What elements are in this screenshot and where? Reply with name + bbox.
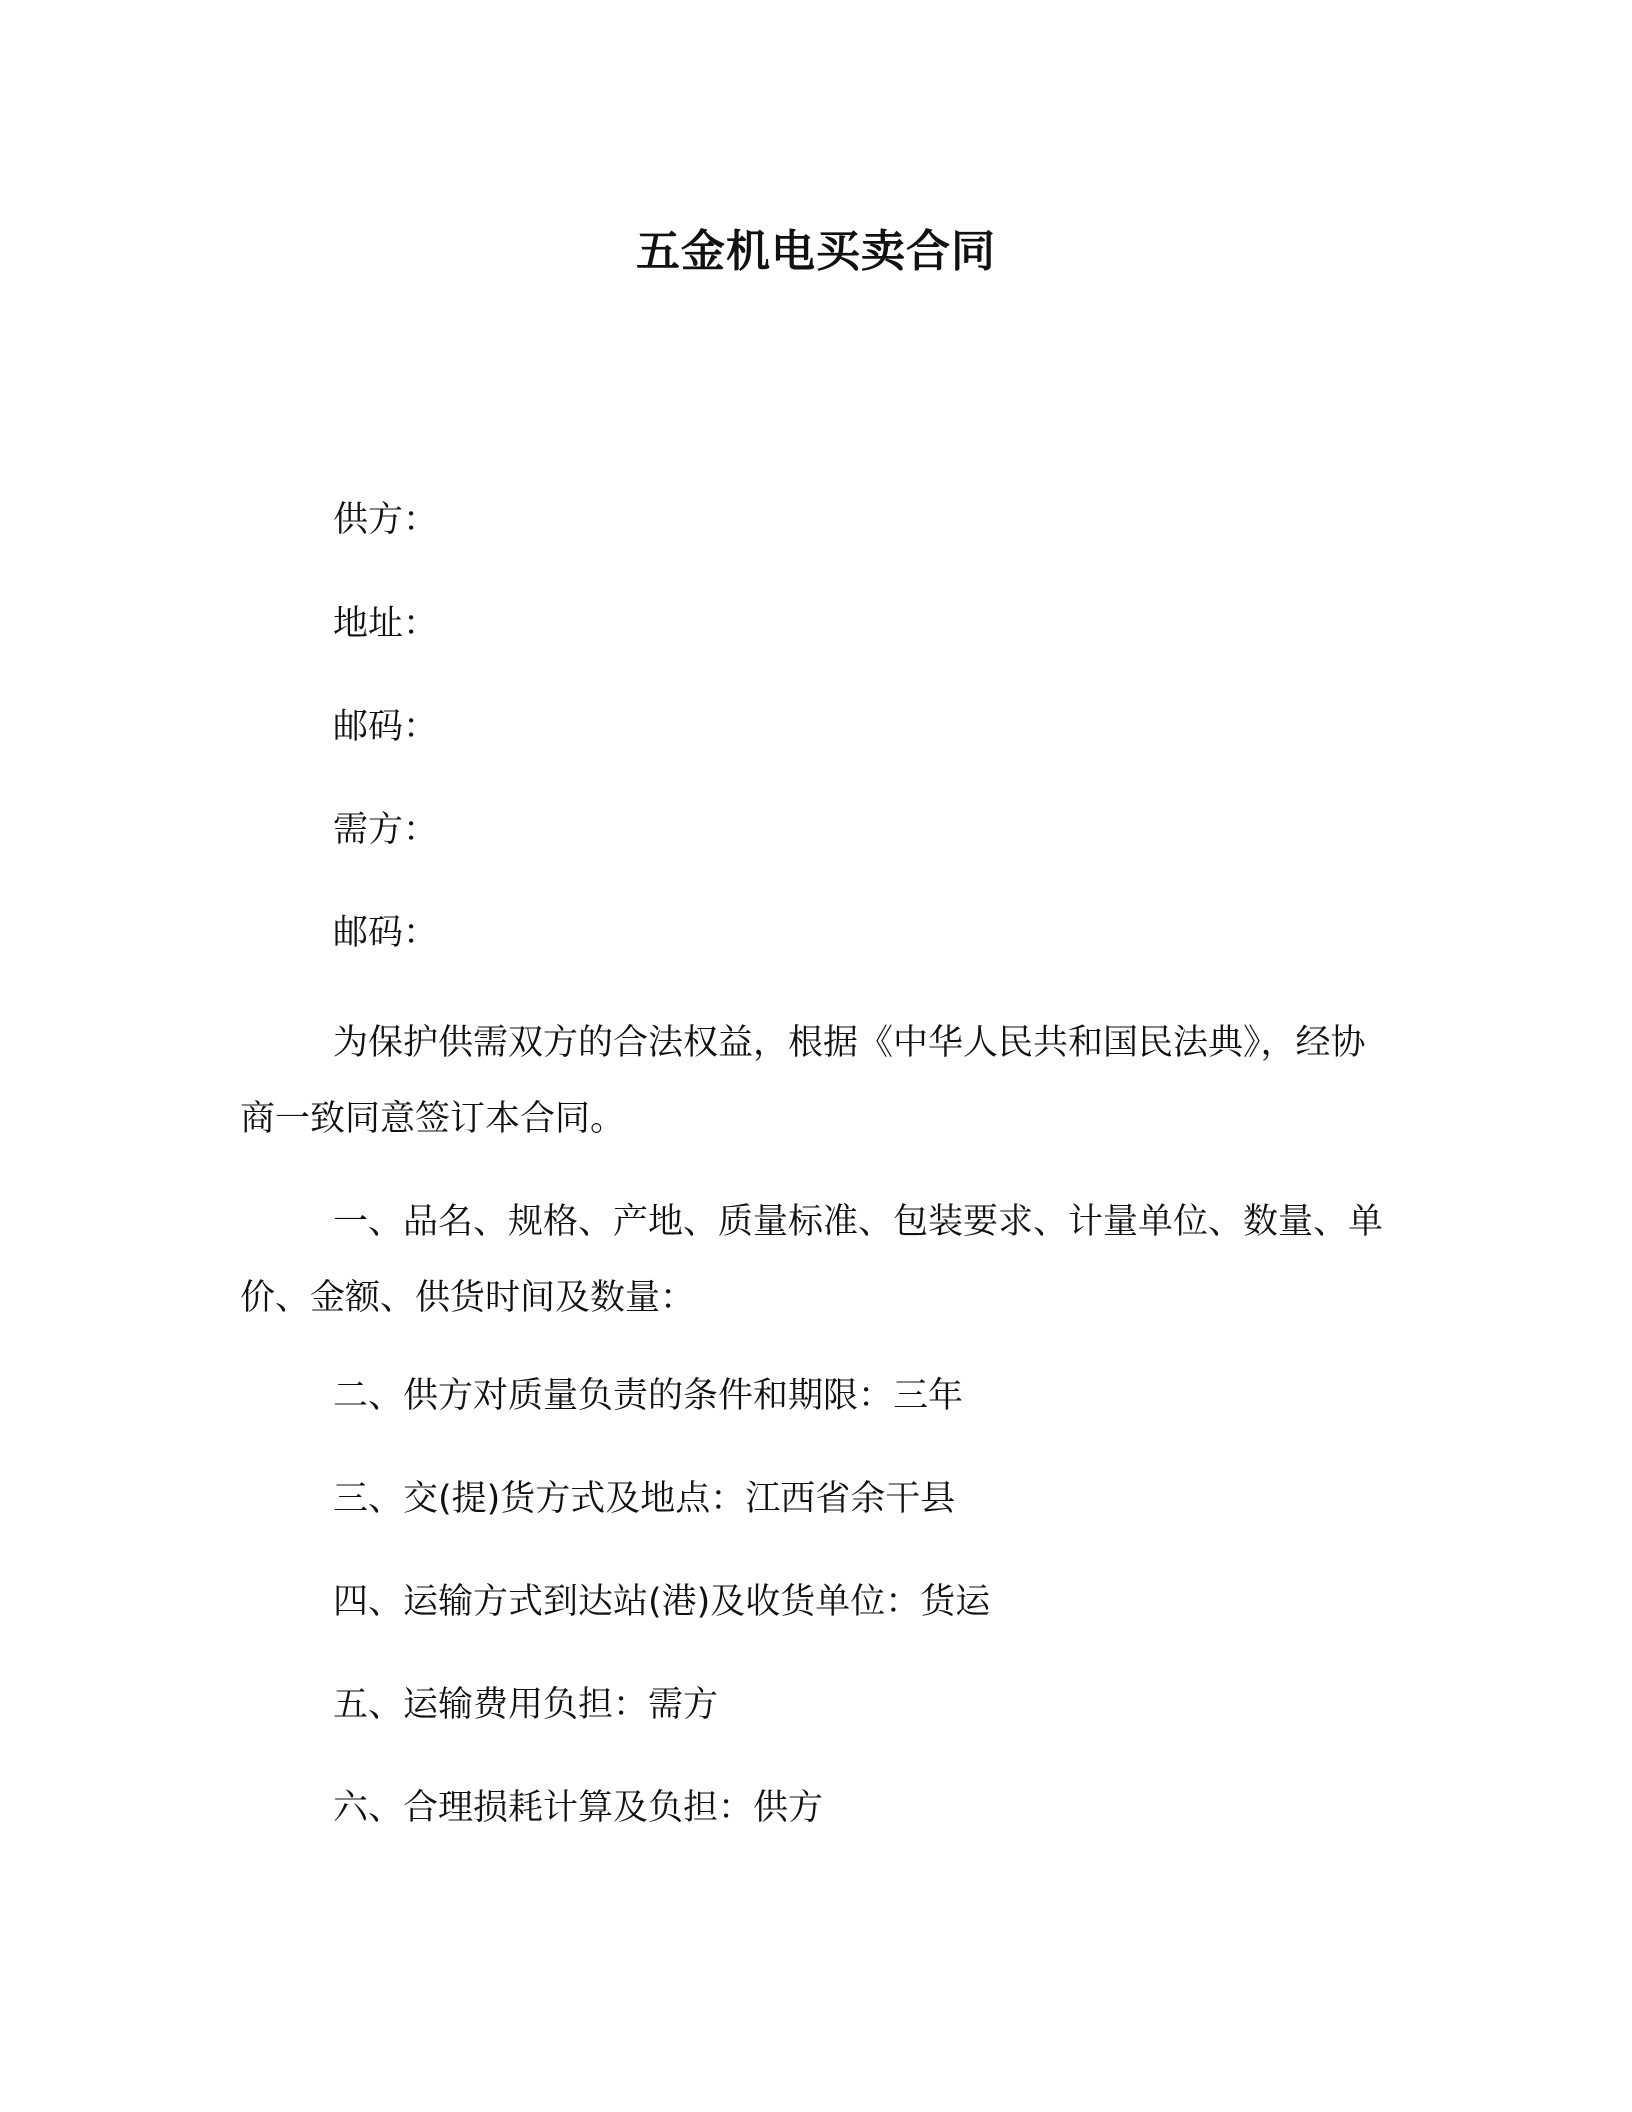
buyer-label: 需方：	[333, 810, 439, 850]
address-label: 地址：	[333, 604, 439, 644]
supplier-label: 供方：	[333, 500, 439, 540]
clause-4: 四、运输方式到达站(港)及收货单位：货运	[333, 1582, 991, 1622]
clause-5: 五、运输费用负担：需方	[333, 1685, 719, 1725]
postcode-label-buyer: 邮码：	[333, 913, 439, 953]
preamble-paragraph: 为保护供需双方的合法权益，根据《中华人民共和国民法典》，经协商一致同意签订本合同。	[240, 1023, 1366, 1139]
postcode-label-supplier: 邮码：	[333, 707, 439, 747]
clause-2: 二、供方对质量负责的条件和期限：三年	[333, 1376, 964, 1416]
document-title: 五金机电买卖合同	[636, 226, 996, 277]
clause-6: 六、合理损耗计算及负担：供方	[333, 1788, 824, 1828]
clause-1-paragraph: 一、品名、规格、产地、质量标准、包装要求、计量单位、数量、单价、金额、供货时间及数量：	[240, 1202, 1384, 1318]
clause-3: 三、交(提)货方式及地点：江西省余干县	[333, 1479, 956, 1519]
